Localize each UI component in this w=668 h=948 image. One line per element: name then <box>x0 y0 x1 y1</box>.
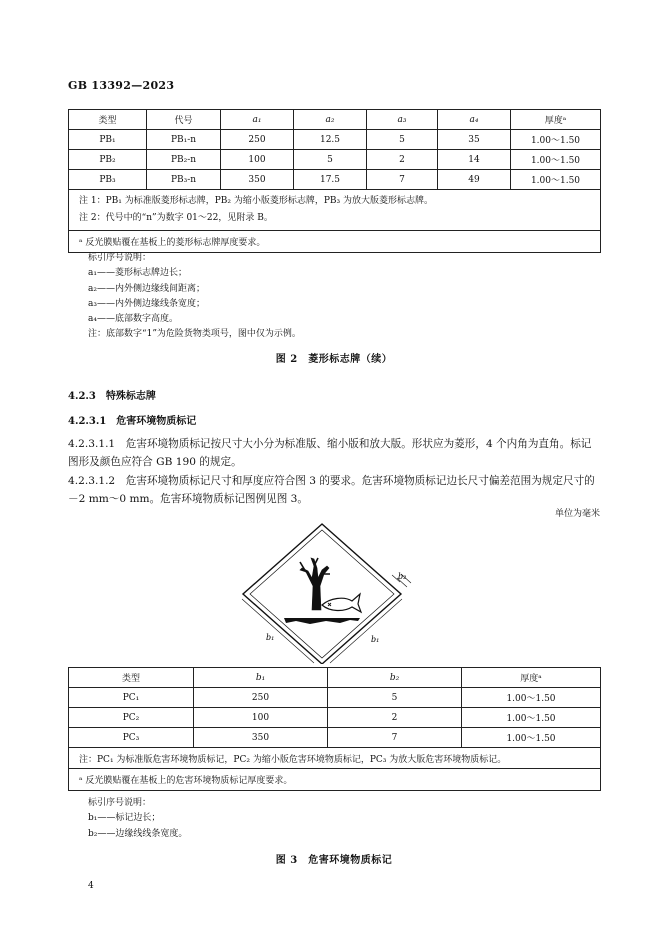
table-cell: 2 <box>367 150 438 170</box>
table-cell: 350 <box>221 170 294 190</box>
legend-item: b₂——边缘线线条宽度。 <box>88 828 188 839</box>
table-footnote: ᵃ 反光膜贴覆在基板上的菱形标志牌厚度要求。 <box>69 231 601 253</box>
table-note-1: 注 1：PB₁ 为标准版菱形标志牌，PB₂ 为缩小版菱形标志牌，PB₃ 为放大版菱形标志牌。 <box>79 196 434 206</box>
table-cell: 12.5 <box>294 130 367 150</box>
page-number: 4 <box>88 881 94 891</box>
table-cell: PB₁ <box>69 130 147 150</box>
table-cell: 1.00～1.50 <box>511 150 601 170</box>
column-header: 厚度ᵃ <box>511 110 601 130</box>
table-row <box>69 708 601 728</box>
table-cell: PB₃ <box>69 170 147 190</box>
table-footnote: ᵃ 反光膜贴覆在基板上的危害环境物质标记厚度要求。 <box>69 769 601 791</box>
table-cell: PC₃ <box>69 728 194 748</box>
column-header: 类型 <box>69 668 194 688</box>
legend-figure-3 <box>88 796 187 842</box>
table-cell: 100 <box>221 150 294 170</box>
table-cell: PC₁ <box>69 688 194 708</box>
table-note-2: 注 2：代号中的“n”为数字 01～22，见附录 B。 <box>79 213 273 223</box>
table-cell: 5 <box>367 130 438 150</box>
unit-note: 单位为毫米 <box>554 509 600 519</box>
table-row <box>69 728 601 748</box>
hazard-mark-diagram <box>240 522 430 664</box>
legend-title: 标引序号说明： <box>88 798 152 808</box>
standard-code: GB 13392—2023 <box>68 79 175 92</box>
table-rhombus-dimensions <box>68 109 601 253</box>
table-cell: 2 <box>328 708 462 728</box>
column-header: a₁ <box>221 110 294 130</box>
column-header: a₄ <box>438 110 511 130</box>
legend-figure-2 <box>88 251 301 343</box>
table-hazard-mark-dimensions <box>68 667 601 791</box>
table-cell: 17.5 <box>294 170 367 190</box>
legend-note: 注：底部数字“1”为危险货物类项号，图中仅为示例。 <box>88 329 301 340</box>
column-header: 类型 <box>69 110 147 130</box>
table-notes <box>69 190 601 231</box>
figure-2-caption: 图 2 菱形标志牌（续） <box>275 354 393 365</box>
label-b2: b₂ <box>398 572 407 581</box>
table-cell: 14 <box>438 150 511 170</box>
table-cell: 1.00～1.50 <box>462 688 601 708</box>
table-row <box>69 130 601 150</box>
table-footnote-row <box>69 769 601 791</box>
column-header: 厚度ᵃ <box>462 668 601 688</box>
section-heading: 4.2.3 特殊标志牌 <box>68 391 156 402</box>
subsection-heading: 4.2.3.1 危害环境物质标记 <box>68 416 197 427</box>
legend-item: a₃——内外侧边缘线条宽度； <box>88 298 205 309</box>
table-cell: 1.00～1.50 <box>511 170 601 190</box>
table-cell: 1.00～1.50 <box>462 708 601 728</box>
label-b1-left: b₁ <box>266 633 275 642</box>
table-cell: PB₃-n <box>147 170 221 190</box>
legend-item: a₄——底部数字高度。 <box>88 314 178 325</box>
table-cell: 1.00～1.50 <box>462 728 601 748</box>
table-cell: PC₂ <box>69 708 194 728</box>
table-note-row <box>69 748 601 769</box>
table-cell: 100 <box>194 708 328 728</box>
figure-3-caption: 图 3 危害环境物质标记 <box>275 855 393 866</box>
table-note: 注：PC₁ 为标准版危害环境物质标记，PC₂ 为缩小版危害环境物质标记，PC₃ 为放大版危害环境物质标记。 <box>69 748 601 769</box>
table-cell: 35 <box>438 130 511 150</box>
table-cell: 5 <box>328 688 462 708</box>
table-cell: 250 <box>194 688 328 708</box>
column-header: 代号 <box>147 110 221 130</box>
legend-item: a₁——菱形标志牌边长； <box>88 268 187 279</box>
column-header: a₂ <box>294 110 367 130</box>
legend-item: a₂——内外侧边缘线间距离； <box>88 283 205 294</box>
table-header-row <box>69 668 601 688</box>
table-cell: 1.00～1.50 <box>511 130 601 150</box>
table-cell: 5 <box>294 150 367 170</box>
table-cell: PB₂ <box>69 150 147 170</box>
table-footnote-row <box>69 231 601 253</box>
table-cell: PB₁-n <box>147 130 221 150</box>
column-header: b₂ <box>328 668 462 688</box>
table-cell: 350 <box>194 728 328 748</box>
table-row <box>69 150 601 170</box>
label-b1-right: b₁ <box>371 635 380 644</box>
paragraph-4-2-3-1-2: 4.2.3.1.2 危害环境物质标记尺寸和厚度应符合图 3 的要求。危害环境物质标记边长尺寸偏差范围为规定尺寸的－2 mm～0 mm。危害环境物质标记图例见图 3。 <box>68 475 595 505</box>
table-cell: PB₂-n <box>147 150 221 170</box>
legend-title: 标引序号说明： <box>88 253 152 263</box>
table-cell: 7 <box>367 170 438 190</box>
column-header: b₁ <box>194 668 328 688</box>
table-cell: 250 <box>221 130 294 150</box>
table-row <box>69 688 601 708</box>
table-cell: 49 <box>438 170 511 190</box>
table-note-row <box>69 190 601 231</box>
table-row <box>69 170 601 190</box>
table-header-row <box>69 110 601 130</box>
column-header: a₃ <box>367 110 438 130</box>
paragraph-4-2-3-1-1: 4.2.3.1.1 危害环境物质标记按尺寸大小分为标准版、缩小版和放大版。形状应为菱形，4 个内角为直角。标记图形及颜色应符合 GB 190 的规定。 <box>68 438 592 468</box>
legend-item: b₁——标记边长； <box>88 813 161 824</box>
table-cell: 7 <box>328 728 462 748</box>
